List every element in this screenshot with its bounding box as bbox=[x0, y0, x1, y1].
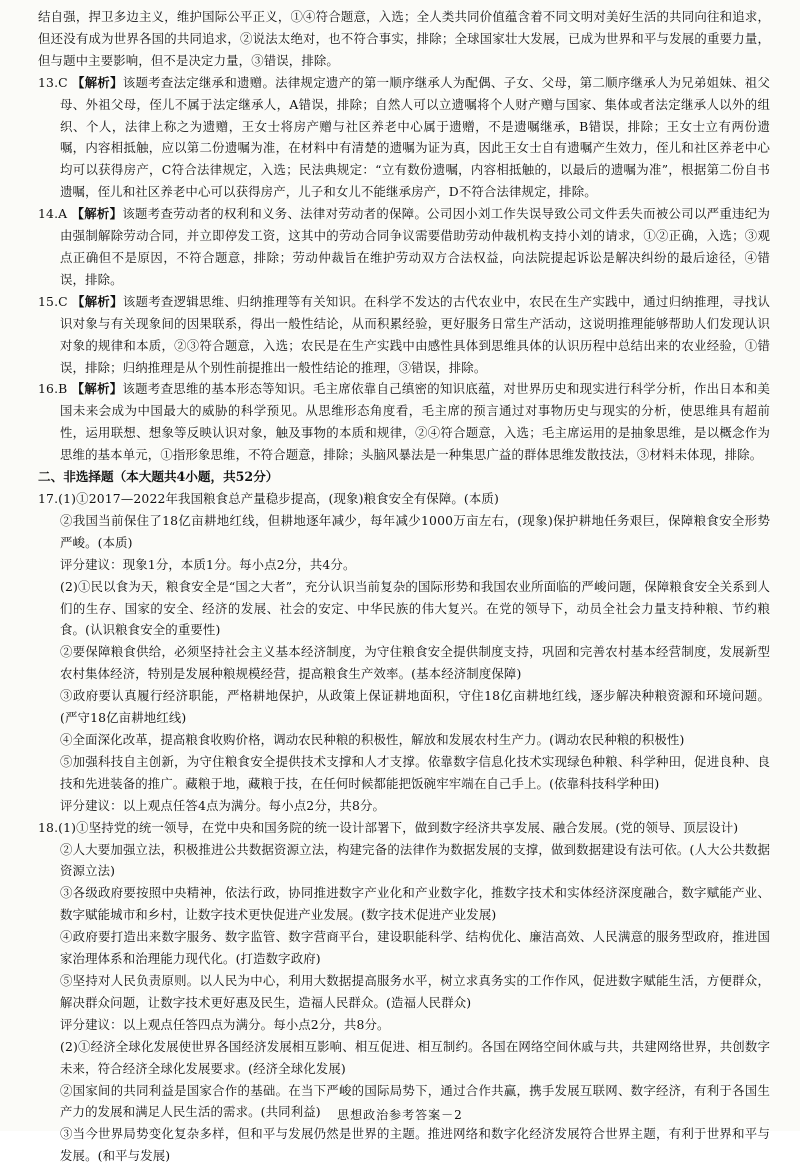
answer-text: 该题考查逻辑思维、归纳推理等有关知识。在科学不发达的古代农业中，农民在生产实践中，通过归纳推理，寻找认识对象与有关现象间的因果联系，得出一般性结论，从而积累经验，更好服务日常生产活动，这说明推理能够帮助人们发现认识对象的规律和本质，②③符合题意，入选；农民是在生产实践中由感性具体到思维具体的认识历程中总结出来的农业经验，①错误，排除；归纳推理是从个别性前提推出一般性结论的推理，③错误，排除。 bbox=[60, 293, 770, 375]
section-title: 二、非选择题（本大题共4小题，共52分） bbox=[38, 469, 279, 485]
page-footer: 思想政治参考答案－2 bbox=[337, 1108, 463, 1122]
q18-line: ⑤坚持对人民负责原则。以人民为中心，利用大数据提高服务水平，树立求真务实的工作作风，促进数字赋能生活，方便群众，解决群众问题，让数字技术更好惠及民生，造福人民群众。(造福人民群众) bbox=[60, 972, 770, 1010]
analysis-tag: 【解析】 bbox=[71, 381, 123, 397]
q18-line: (2)①经济全球化发展使世界各国经济发展相互影响、相互促进、相互制约。各国在网络空间休戚与共，共建网络世界，共创数字未来，符合经济全球化发展要求。(经济全球化发展) bbox=[60, 1038, 770, 1076]
q17-line: 17.(1)①2017—2022年我国粮食总产量稳步提高，(现象)粮食安全有保障。(本质) bbox=[38, 491, 499, 507]
answer-16 bbox=[38, 378, 770, 466]
analysis-tag: 【解析】 bbox=[72, 293, 123, 309]
q18-scoring: 评分建议：以上观点任答四点为满分。每小点2分，共8分。 bbox=[60, 1016, 390, 1032]
q18-line: 18.(1)①坚持党的统一领导，在党中央和国务院的统一设计部署下，做到数字经济共享发展、融合发展。(党的领导、顶层设计) bbox=[38, 819, 739, 835]
answer-text: 该题考查劳动者的权利和义务、法律对劳动者的保障。公司因小刘工作失误导致公司文件丢失而被公司以严重违纪为由强制解除劳动合同，并立即停发工资，这其中的劳动合同争议需要借助劳动仲裁机构支持小刘的请求，①②正确，入选；③观点正确但不是原因，不符合题意，排除；劳动仲裁旨在维护劳动双方合法权益，向法院提起诉讼是解决纠纷的最后途径，④错误，排除。 bbox=[60, 206, 770, 287]
question-17 bbox=[38, 488, 770, 817]
q17-line: ⑤加强科技自主创新，为守住粮食安全提供技术支撑和人才支撑。依靠数字信息化技术实现绿色种粮、科学种田，促进良种、良技和先进装备的推广。藏粮于地，藏粮于技，在任何时候都能把饭碗牢牢端在自己手上。(依靠科技科学种田) bbox=[60, 753, 770, 791]
q17-line: ④全面深化改革，提高粮食收购价格，调动农民种粮的积极性，解放和发展农村生产力。(调动农民种粮的积极性) bbox=[60, 732, 685, 747]
analysis-tag: 【解析】 bbox=[71, 206, 123, 222]
q17-line: ②要保障粮食供给，必须坚持社会主义基本经济制度，为守住粮食安全提供制度支持，巩固和完善农村基本经营制度，发展新型农村集体经济，特别是发展种粮规模经营，提高粮食生产效率。(基本经济制度保障) bbox=[60, 644, 770, 682]
answer-13 bbox=[38, 72, 770, 203]
answer-15 bbox=[38, 291, 770, 379]
q18-line: ③当今世界局势变化复杂多样，但和平与发展仍然是世界的主题。推进网络和数字化经济发展符合世界主题，有利于世界和平与发展。(和平与发展) bbox=[60, 1126, 770, 1164]
q18-line: ④政府要打造出来数字服务、数字监管、数字营商平台，建设职能科学、结构优化、廉洁高效、人民满意的服务型政府，推进国家治理体系和治理能力现代化。(打造数字政府) bbox=[60, 929, 770, 967]
answer-text: 该题考查思维的基本形态等知识。毛主席依靠自己缜密的知识底蕴，对世界历史和现实进行科学分析，作出日本和美国未来会成为中国最大的威胁的科学预见。从思维形态角度看，毛主席的预言通过对事物历史与现实的分析，使思维具有超前性，运用联想、想象等反映认识对象，触及事物的本质和规律，②④符合题意，入选；毛主席运用的是抽象思维，是以概念作为思维的基本单元，①指形象思维，不符合题意，排除；头脑风暴法是一种集思广益的群体思维发散技法，③材料未体现，排除。 bbox=[60, 381, 770, 463]
q17-scoring: 评分建议：以上观点任答4点为满分。每小点2分，共8分。 bbox=[60, 797, 386, 813]
answer-number: 13.C bbox=[38, 74, 68, 90]
answer-number: 16.B bbox=[38, 381, 68, 397]
q18-line: ②人大要加强立法，积极推进公共数据资源立法，构建完备的法律作为数据发展的支撑，做到数据建设有法可依。(人大公共数据资源立法) bbox=[60, 841, 770, 879]
answer-text: 该题考查法定继承和遗赠。法律规定遗产的第一顺序继承人为配偶、子女、父母，第二顺序继承人为兄弟姐妹、祖父母、外祖父母，侄儿不属于法定继承人，A错误，排除；自然人可以立遗嘱将个人财产赠与国家、集体或者法定继承人以外的组织、个人，法律上称之为遗赠，王女士将房产赠与社区养老中心属于遗赠，不是遗嘱继承，B错误，排除；王女士立有两份遗嘱，内容相抵触，应以第二份遗嘱为准，在材料中有清楚的遗嘱为证为真，因此王女士自有遗嘱产生效力，侄儿和社区养老中心均可以获得房产，C符合法律规定，入选；民法典规定：“立有数份遗嘱，内容相抵触的，以最后的遗嘱为准”，根据第二份自书遗嘱，侄儿和社区养老中心可以获得房产，儿子和女儿不能继承房产，D不符合法律规定，排除。 bbox=[60, 74, 770, 200]
answer-14 bbox=[38, 203, 770, 291]
q18-line: ③各级政府要按照中央精神，依法行政，协同推进数字产业化和产业数字化，推数字技术和实体经济深度融合，数字赋能产业、数字赋能城市和乡村，让数字技术更快促进产业发展。(数字技术促进产业发展) bbox=[60, 885, 770, 923]
q18-line: ②国家间的共同利益是国家合作的基础。在当下严峻的国际局势下，通过合作共赢，携手发展互联网、数字经济，有利于各国生产力的发展和满足人民生活的需求。(共同利益) bbox=[60, 1082, 770, 1120]
answer-number: 14.A bbox=[38, 206, 68, 222]
answer-number: 15.C bbox=[38, 293, 68, 309]
q17-line: ③政府要认真履行经济职能，严格耕地保护，从政策上保证耕地面积，守住18亿亩耕地红线，逐步解决种粮资源和环境问题。(严守18亿亩耕地红线) bbox=[60, 688, 770, 726]
analysis-tag: 【解析】 bbox=[72, 74, 123, 90]
q17-line: (2)①民以食为天，粮食安全是“国之大者”，充分认识当前复杂的国际形势和我国农业所面临的严峻问题，保障粮食安全关系到人们的生存、国家的安全、经济的发展、社会的安定、中华民族的伟大复兴。在党的领导下，动员全社会力量支持种粮、节约粮食。(认识粮食安全的重要性) bbox=[60, 578, 770, 638]
continued-paragraph: 结自强，捍卫多边主义，维护国际公平正义，①④符合题意，入选；全人类共同价值蕴含着不同文明对美好生活的共同向往和追求，但还没有成为世界各国的共同追求，②说法太绝对，也不符合事实，排除；全球国家壮大发展，已成为世界和平与发展的重要力量，但与题中主要影响，但不是决定力量，③错误，排除。 bbox=[38, 9, 770, 68]
q17-scoring: 评分建议：现象1分，本质1分。每小点2分，共4分。 bbox=[60, 556, 356, 572]
q17-line: ②我国当前保住了18亿亩耕地红线，但耕地逐年减少，每年减少1000万亩左右，(现象)保护耕地任务艰巨，保障粮食安全形势严峻。(本质) bbox=[60, 512, 770, 550]
